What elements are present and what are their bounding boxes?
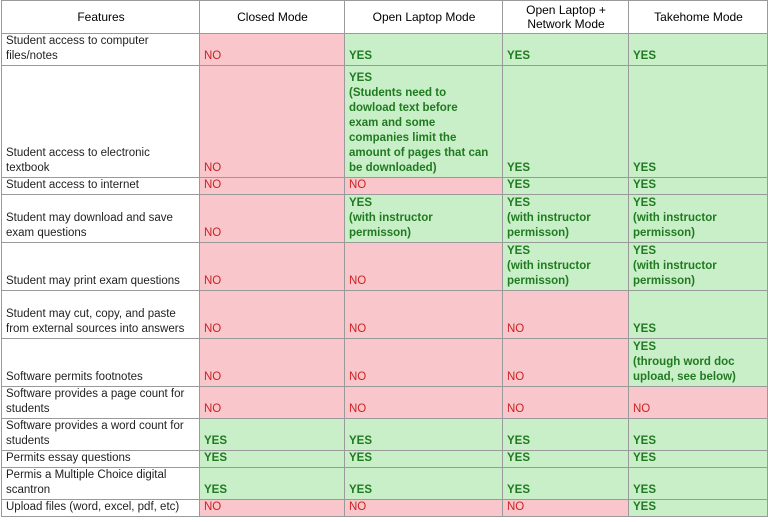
table-row xyxy=(2,339,768,387)
feature-cell: Permits essay questions xyxy=(2,451,200,468)
header-open-laptop-network-mode: Open Laptop + Network Mode xyxy=(503,1,629,34)
open-laptop-mode-cell: NO xyxy=(345,178,503,195)
closed-mode-cell: NO xyxy=(200,243,345,291)
open-laptop-mode-cell: NO xyxy=(345,339,503,387)
header-features: Features xyxy=(2,1,200,34)
open-laptop-mode-cell: NO xyxy=(345,500,503,517)
takehome-mode-cell: YES xyxy=(629,468,768,500)
closed-mode-cell: YES xyxy=(200,419,345,451)
takehome-mode-cell: NO xyxy=(629,387,768,419)
feature-cell: Student may cut, copy, and paste from external sources into answers xyxy=(2,291,200,339)
closed-mode-cell: NO xyxy=(200,178,345,195)
table-row xyxy=(2,178,768,195)
open-laptop-network-mode-cell: YES (with instructor permisson) xyxy=(503,195,629,243)
takehome-mode-cell: YES xyxy=(629,178,768,195)
open-laptop-mode-cell: YES xyxy=(345,451,503,468)
feature-cell: Student may print exam questions xyxy=(2,243,200,291)
closed-mode-cell: YES xyxy=(200,451,345,468)
closed-mode-cell: YES xyxy=(200,468,345,500)
open-laptop-mode-cell: YES (with instructor permisson) xyxy=(345,195,503,243)
feature-cell: Student access to computer files/notes xyxy=(2,34,200,66)
feature-cell: Upload files (word, excel, pdf, etc) xyxy=(2,500,200,517)
open-laptop-network-mode-cell: NO xyxy=(503,387,629,419)
closed-mode-cell: NO xyxy=(200,66,345,178)
open-laptop-network-mode-cell: NO xyxy=(503,339,629,387)
takehome-mode-cell: YES xyxy=(629,451,768,468)
open-laptop-network-mode-cell: YES xyxy=(503,178,629,195)
table-row xyxy=(2,419,768,451)
feature-cell: Student may download and save exam questions xyxy=(2,195,200,243)
takehome-mode-cell: YES xyxy=(629,419,768,451)
table-row xyxy=(2,291,768,339)
closed-mode-cell: NO xyxy=(200,34,345,66)
table-row xyxy=(2,195,768,243)
table-row xyxy=(2,34,768,66)
closed-mode-cell: NO xyxy=(200,339,345,387)
header-closed-mode: Closed Mode xyxy=(200,1,345,34)
open-laptop-mode-cell: NO xyxy=(345,243,503,291)
open-laptop-network-mode-cell: YES xyxy=(503,34,629,66)
table-row xyxy=(2,66,768,178)
feature-cell: Student access to internet xyxy=(2,178,200,195)
feature-cell: Software permits footnotes xyxy=(2,339,200,387)
closed-mode-cell: NO xyxy=(200,195,345,243)
header-takehome-mode: Takehome Mode xyxy=(629,1,768,34)
open-laptop-network-mode-cell: NO xyxy=(503,500,629,517)
feature-cell: Software provides a word count for students xyxy=(2,419,200,451)
table-row xyxy=(2,451,768,468)
table-row xyxy=(2,468,768,500)
open-laptop-network-mode-cell: YES xyxy=(503,66,629,178)
feature-cell: Permis a Multiple Choice digital scantron xyxy=(2,468,200,500)
exam-mode-comparison-table xyxy=(1,0,768,517)
closed-mode-cell: NO xyxy=(200,387,345,419)
takehome-mode-cell: YES (with instructor permisson) xyxy=(629,195,768,243)
closed-mode-cell: NO xyxy=(200,291,345,339)
feature-cell: Software provides a page count for students xyxy=(2,387,200,419)
open-laptop-mode-cell: YES xyxy=(345,468,503,500)
closed-mode-cell: NO xyxy=(200,500,345,517)
open-laptop-network-mode-cell: YES xyxy=(503,468,629,500)
takehome-mode-cell: YES xyxy=(629,34,768,66)
open-laptop-network-mode-cell: YES xyxy=(503,451,629,468)
table-row xyxy=(2,387,768,419)
table-row xyxy=(2,500,768,517)
open-laptop-mode-cell: NO xyxy=(345,387,503,419)
takehome-mode-cell: YES (through word doc upload, see below) xyxy=(629,339,768,387)
open-laptop-network-mode-cell: YES xyxy=(503,419,629,451)
header-open-laptop-mode: Open Laptop Mode xyxy=(345,1,503,34)
table-row xyxy=(2,243,768,291)
open-laptop-mode-cell: YES xyxy=(345,34,503,66)
feature-cell: Student access to electronic textbook xyxy=(2,66,200,178)
takehome-mode-cell: YES xyxy=(629,500,768,517)
takehome-mode-cell: YES xyxy=(629,291,768,339)
open-laptop-mode-cell: YES (Students need to dowload text before exam and some companies limit the amount of pages that can be downloaded) xyxy=(345,66,503,178)
takehome-mode-cell: YES xyxy=(629,66,768,178)
open-laptop-network-mode-cell: NO xyxy=(503,291,629,339)
open-laptop-mode-cell: NO xyxy=(345,291,503,339)
open-laptop-network-mode-cell: YES (with instructor permisson) xyxy=(503,243,629,291)
header-row xyxy=(2,1,768,34)
open-laptop-mode-cell: YES xyxy=(345,419,503,451)
takehome-mode-cell: YES (with instructor permisson) xyxy=(629,243,768,291)
